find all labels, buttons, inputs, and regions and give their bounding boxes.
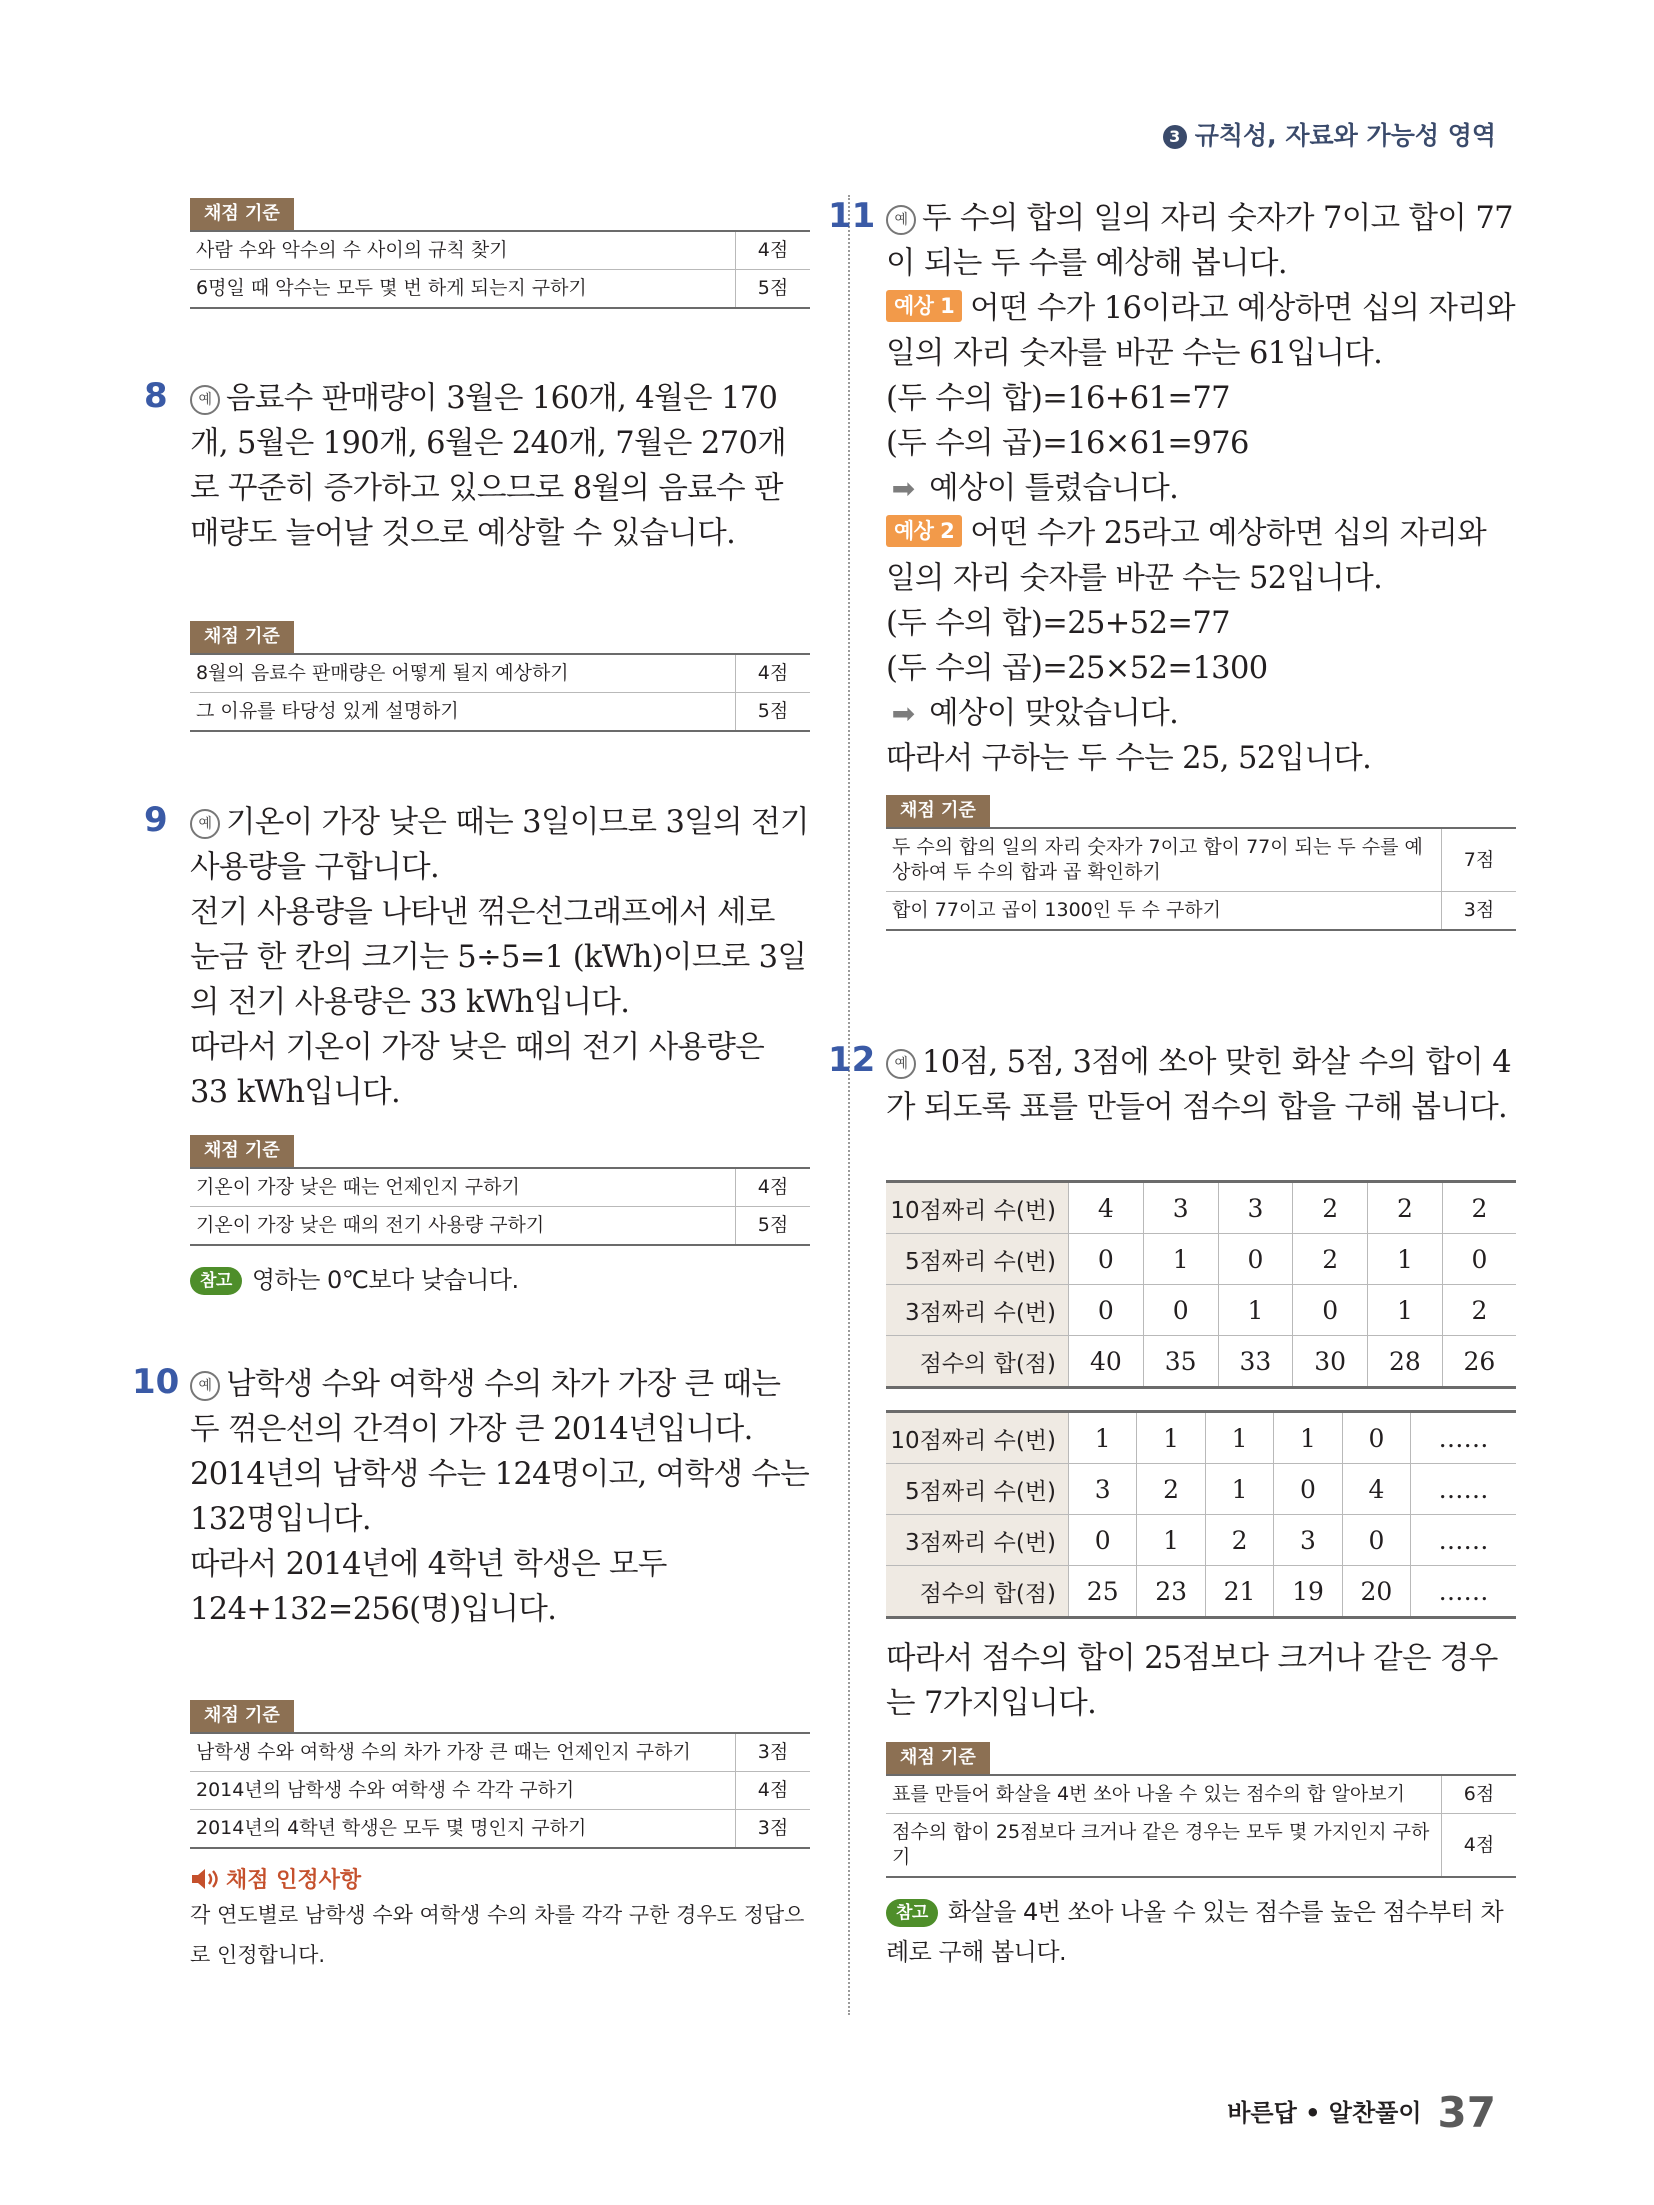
criteria-text: 그 이유를 타당성 있게 설명하기 [196,700,459,722]
table-row: 10점짜리 수(번) 1 1 1 1 0 …… [886,1412,1516,1464]
criteria-text: 두 수의 합의 일의 자리 숫자가 7이고 합이 77이 되는 두 수를 예상하여 두 수의 합과 곱 확인하기 [886,828,1442,892]
table-row [190,1772,810,1810]
criteria-text: 사람 수와 악수의 수 사이의 규칙 찾기 [190,231,736,270]
criteria-points: 4점 [736,231,811,270]
answer-text: 예 기온이 가장 낮은 때는 3일이므로 3일의 전기 사용량을 구합니다. [190,805,809,885]
section-number-badge: 3 [1163,125,1187,149]
example-mark: 예 [886,205,916,235]
answer-text: 예 남학생 수와 여학생 수의 차가 가장 큰 때는 두 꺾은선의 간격이 가장 큰 2014년입니다. [190,1367,781,1447]
question-10 [132,1362,810,1632]
question-9 [144,800,810,1115]
criteria-points: 4점 [736,654,811,693]
question-8 [144,376,810,556]
example-mark: 예 [190,809,220,839]
question-number: 11 [828,196,876,236]
row-header: 5점짜리 수(번) [886,1234,1069,1285]
criteria-text: 6명일 때 악수는 모두 몇 번 하게 되는지 구하기 [196,277,587,299]
criteria-points: 5점 [736,1207,811,1246]
criteria-table [190,230,810,309]
section-header [1163,116,1496,152]
table-row [190,693,810,732]
row-header: 3점짜리 수(번) [886,1515,1069,1566]
q12-criteria [886,1742,1516,1972]
page-number: 37 [1437,2088,1496,2137]
inspection-title: 채점 인정사항 [226,1868,362,1893]
criteria-text: 남학생 수와 여학생 수의 차가 가장 큰 때는 언제인지 구하기 [190,1733,736,1772]
table-row [190,1810,810,1849]
criteria-text: 8월의 음료수 판매량은 어떻게 될지 예상하기 [190,654,736,693]
section-title: 규칙성, 자료와 가능성 영역 [1194,121,1496,150]
row-header: 점수의 합(점) [886,1336,1069,1388]
table-row [886,1814,1516,1878]
question-11 [828,196,1516,781]
table-row [886,1775,1516,1814]
q11-criteria [886,795,1516,931]
score-table-2 [886,1410,1516,1619]
criteria-points: 5점 [736,693,811,732]
answer-text: 따라서 구하는 두 수는 25, 52입니다. [886,741,1372,776]
arrow-right-icon: ➡ [891,472,915,505]
table-row [886,892,1516,931]
page-footer [1227,2088,1496,2137]
table-row: 5점짜리 수(번) 3 2 1 0 4 …… [886,1464,1516,1515]
criteria-points: 3점 [1442,892,1517,931]
row-header: 3점짜리 수(번) [886,1285,1069,1336]
criteria-text: 2014년의 남학생 수와 여학생 수 각각 구하기 [190,1772,736,1810]
answer-text: 예 두 수의 합의 일의 자리 숫자가 7이고 합이 77이 되는 두 수를 예상해 봅니다. [886,201,1513,281]
question-number: 8 [144,376,168,416]
score-table-1 [886,1180,1516,1389]
q7-criteria [190,198,810,309]
criteria-points: 3점 [736,1810,811,1849]
note-text: 화살을 4번 쏘아 나올 수 있는 점수를 높은 점수부터 차례로 구해 봅니다. [886,1898,1504,1966]
table-row [190,270,810,309]
criteria-points: 4점 [1442,1814,1517,1878]
question-number: 9 [144,800,168,840]
question-12 [828,1040,1516,1130]
note-badge: 참고 [886,1899,938,1927]
table-row [190,654,810,693]
q10-criteria [190,1700,810,1975]
q9-note [190,1260,810,1300]
table-row [886,828,1516,892]
example-mark: 예 [190,1371,220,1401]
criteria-points: 6점 [1442,1775,1517,1814]
q12-conclusion [886,1636,1516,1726]
note-text: 영하는 0℃보다 낮습니다. [251,1266,519,1294]
criteria-table [190,653,810,732]
answer-text: (두 수의 합)=25+52=77 [886,606,1230,641]
table-row [190,231,810,270]
speaker-icon [190,1867,220,1895]
example-mark: 예 [886,1049,916,1079]
table-row: 3점짜리 수(번) 0 0 1 0 1 2 [886,1285,1516,1336]
criteria-label: 채점 기준 [886,1742,990,1774]
answer-text: ➡ 예상이 틀렸습니다. [886,466,1516,511]
guess-2-tag: 예상 2 [886,515,962,547]
criteria-points: 5점 [736,270,811,309]
answer-text: (두 수의 곱)=16×61=976 [886,426,1249,461]
criteria-label: 채점 기준 [190,1700,294,1732]
answer-text: 전기 사용량을 나타낸 꺾은선그래프에서 세로 눈금 한 칸의 크기는 5÷5=1 (kWh)이므로 3일의 전기 사용량은 33 kWh입니다. [190,895,807,1020]
answer-text: (두 수의 합)=16+61=77 [886,381,1230,416]
criteria-table [886,827,1516,931]
table-row: 점수의 합(점) 40 35 33 30 28 26 [886,1336,1516,1388]
table-row: 3점짜리 수(번) 0 1 2 3 0 …… [886,1515,1516,1566]
row-header: 점수의 합(점) [886,1566,1069,1618]
footer-text: 바른답 • 알찬풀이 [1227,2099,1422,2127]
criteria-points: 3점 [736,1733,811,1772]
q12-note [886,1892,1516,1972]
criteria-text: 기온이 가장 낮은 때는 언제인지 구하기 [190,1168,736,1207]
answer-text: 따라서 점수의 합이 25점보다 크거나 같은 경우는 7가지입니다. [886,1641,1498,1721]
table-row: 5점짜리 수(번) 0 1 0 2 1 0 [886,1234,1516,1285]
criteria-text: 합이 77이고 곱이 1300인 두 수 구하기 [892,899,1222,921]
criteria-table [190,1167,810,1246]
criteria-points: 7점 [1442,828,1517,892]
criteria-text: 점수의 합이 25점보다 크거나 같은 경우는 모두 몇 가지인지 구하기 [892,1821,1430,1868]
score-table [886,1180,1516,1389]
answer-text: 예 음료수 판매량이 3월은 160개, 4월은 170개, 5월은 190개, 6월은 240개, 7월은 270개로 꾸준히 증가하고 있으므로 8월의 음료수 판매량도 늘어날 것으로 예상할 수 있습니다. [190,381,787,551]
row-header: 10점짜리 수(번) [886,1182,1069,1234]
note-badge: 참고 [190,1267,242,1295]
criteria-table [886,1774,1516,1878]
column-divider [848,195,850,2015]
q8-criteria [190,621,810,732]
answer-text: 따라서 기온이 가장 낮은 때의 전기 사용량은 33 kWh입니다. [190,1030,765,1110]
criteria-label: 채점 기준 [886,795,990,827]
criteria-points: 4점 [736,1772,811,1810]
criteria-label: 채점 기준 [190,1135,294,1167]
table-row [190,1168,810,1207]
criteria-label: 채점 기준 [190,621,294,653]
table-row: 점수의 합(점) 25 23 21 19 20 …… [886,1566,1516,1618]
q9-criteria [190,1135,810,1300]
answer-text: 예 10점, 5점, 3점에 쏘아 맞힌 화살 수의 합이 4가 되도록 표를 만들어 점수의 합을 구해 봅니다. [886,1045,1512,1125]
arrow-right-icon: ➡ [891,697,915,730]
question-number: 10 [132,1362,180,1402]
criteria-label: 채점 기준 [190,198,294,230]
question-number: 12 [828,1040,876,1080]
row-header: 10점짜리 수(번) [886,1412,1069,1464]
answer-text: (두 수의 곱)=25×52=1300 [886,651,1268,686]
criteria-points: 4점 [736,1168,811,1207]
criteria-text: 표를 만들어 화살을 4번 쏘아 나올 수 있는 점수의 합 알아보기 [886,1775,1442,1814]
table-row [190,1733,810,1772]
table-row [190,1207,810,1246]
inspection-text: 각 연도별로 남학생 수와 여학생 수의 차를 각각 구한 경우도 정답으로 인정합니다. [190,1903,805,1967]
answer-text: 124+132=256(명)입니다. [190,1592,557,1627]
example-mark: 예 [190,385,220,415]
criteria-text: 2014년의 4학년 학생은 모두 몇 명인지 구하기 [196,1817,587,1839]
answer-text: 2014년의 남학생 수는 124명이고, 여학생 수는 132명입니다. [190,1457,810,1537]
answer-text: 예상 2 어떤 수가 25라고 예상하면 십의 자리와 일의 자리 숫자를 바꾼 수는 52입니다. [886,516,1487,596]
answer-text: 예상 1 어떤 수가 16이라고 예상하면 십의 자리와 일의 자리 숫자를 바꾼 수는 61입니다. [886,291,1516,371]
criteria-table [190,1732,810,1849]
row-header: 5점짜리 수(번) [886,1464,1069,1515]
answer-text: 따라서 2014년에 4학년 학생은 모두 [190,1547,667,1582]
guess-1-tag: 예상 1 [886,290,962,322]
score-table [886,1410,1516,1619]
table-row: 10점짜리 수(번) 4 3 3 2 2 2 [886,1182,1516,1234]
criteria-text: 기온이 가장 낮은 때의 전기 사용량 구하기 [196,1214,545,1236]
inspection-heading [190,1863,810,1895]
answer-text: ➡ 예상이 맞았습니다. [886,691,1516,736]
